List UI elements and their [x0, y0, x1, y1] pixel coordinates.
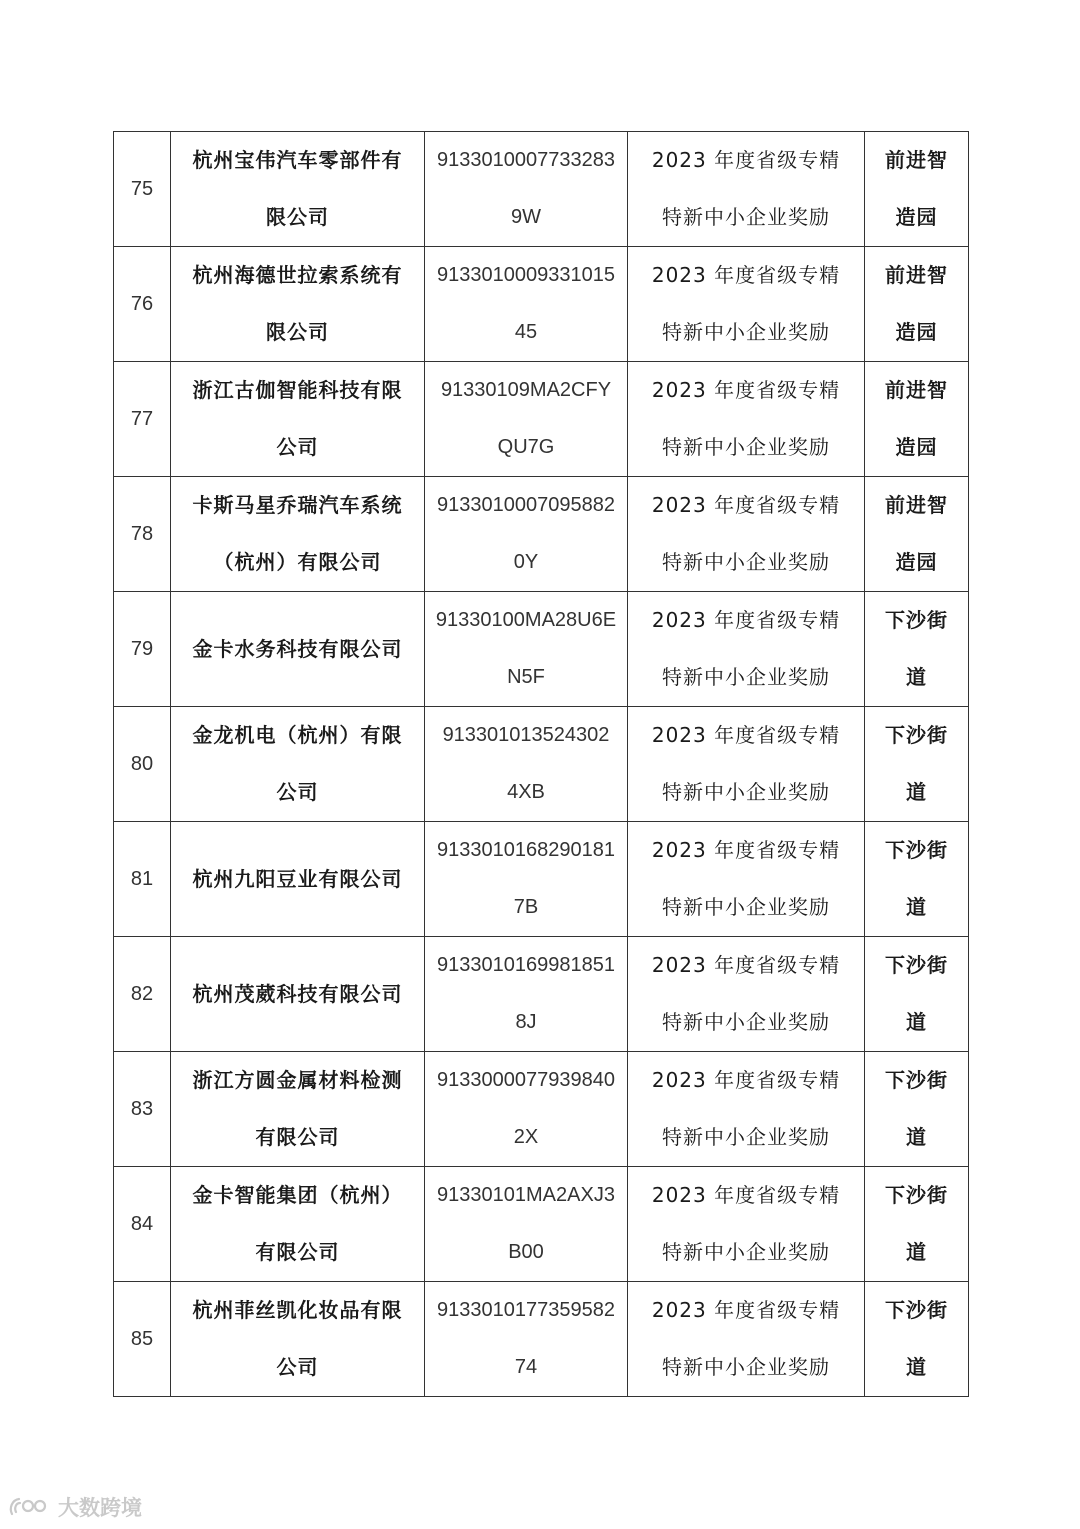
award-type: 2023 年度省级专精特新中小企业奖励 — [628, 362, 865, 477]
district: 下沙街道 — [865, 937, 969, 1052]
table-row — [114, 1167, 969, 1282]
row-number: 83 — [114, 1052, 171, 1167]
company-name: 浙江古伽智能科技有限公司 — [171, 362, 425, 477]
company-name: 杭州菲丝凯化妆品有限公司 — [171, 1282, 425, 1397]
row-number: 82 — [114, 937, 171, 1052]
table-row — [114, 132, 969, 247]
credit-code: 91330100MA28U6EN5F — [425, 592, 628, 707]
district: 下沙街道 — [865, 822, 969, 937]
award-type: 2023 年度省级专精特新中小企业奖励 — [628, 1282, 865, 1397]
company-name: 杭州海德世拉索系统有限公司 — [171, 247, 425, 362]
company-name: 金卡水务科技有限公司 — [171, 592, 425, 707]
row-number: 84 — [114, 1167, 171, 1282]
table-row — [114, 937, 969, 1052]
table-row — [114, 1052, 969, 1167]
credit-code: 91330101682901817B — [425, 822, 628, 937]
district: 下沙街道 — [865, 592, 969, 707]
table-body — [114, 132, 969, 1397]
credit-code: 91330101699818518J — [425, 937, 628, 1052]
award-list-table — [113, 131, 969, 1397]
company-name: 金卡智能集团（杭州）有限公司 — [171, 1167, 425, 1282]
table-row — [114, 822, 969, 937]
row-number: 76 — [114, 247, 171, 362]
district: 下沙街道 — [865, 707, 969, 822]
award-type: 2023 年度省级专精特新中小企业奖励 — [628, 822, 865, 937]
logo-icon — [8, 1494, 52, 1520]
table-row — [114, 707, 969, 822]
district: 前进智造园 — [865, 247, 969, 362]
credit-code: 913301000933101545 — [425, 247, 628, 362]
company-name: 浙江方圆金属材料检测有限公司 — [171, 1052, 425, 1167]
award-type: 2023 年度省级专精特新中小企业奖励 — [628, 477, 865, 592]
company-name: 杭州宝伟汽车零部件有限公司 — [171, 132, 425, 247]
award-type: 2023 年度省级专精特新中小企业奖励 — [628, 937, 865, 1052]
credit-code: 91330109MA2CFYQU7G — [425, 362, 628, 477]
row-number: 75 — [114, 132, 171, 247]
district: 前进智造园 — [865, 477, 969, 592]
row-number: 80 — [114, 707, 171, 822]
table-row — [114, 592, 969, 707]
award-type: 2023 年度省级专精特新中小企业奖励 — [628, 707, 865, 822]
row-number: 81 — [114, 822, 171, 937]
company-name: 金龙机电（杭州）有限公司 — [171, 707, 425, 822]
table-row — [114, 362, 969, 477]
award-type: 2023 年度省级专精特新中小企业奖励 — [628, 1167, 865, 1282]
table-row — [114, 477, 969, 592]
district: 下沙街道 — [865, 1282, 969, 1397]
row-number: 78 — [114, 477, 171, 592]
table-row — [114, 247, 969, 362]
row-number: 77 — [114, 362, 171, 477]
company-name: 杭州九阳豆业有限公司 — [171, 822, 425, 937]
credit-code: 91330000779398402X — [425, 1052, 628, 1167]
award-type: 2023 年度省级专精特新中小企业奖励 — [628, 132, 865, 247]
company-name: 卡斯马星乔瑞汽车系统（杭州）有限公司 — [171, 477, 425, 592]
district: 前进智造园 — [865, 132, 969, 247]
row-number: 79 — [114, 592, 171, 707]
company-name: 杭州茂葳科技有限公司 — [171, 937, 425, 1052]
credit-code: 91330100077332839W — [425, 132, 628, 247]
table-row — [114, 1282, 969, 1397]
credit-code: 91330100070958820Y — [425, 477, 628, 592]
award-type: 2023 年度省级专精特新中小企业奖励 — [628, 1052, 865, 1167]
watermark — [8, 1490, 142, 1524]
district: 下沙街道 — [865, 1052, 969, 1167]
award-type: 2023 年度省级专精特新中小企业奖励 — [628, 592, 865, 707]
credit-code: 91330101MA2AXJ3B00 — [425, 1167, 628, 1282]
district: 下沙街道 — [865, 1167, 969, 1282]
row-number: 85 — [114, 1282, 171, 1397]
award-type: 2023 年度省级专精特新中小企业奖励 — [628, 247, 865, 362]
watermark-text: 大数跨境 — [58, 1496, 142, 1520]
district: 前进智造园 — [865, 362, 969, 477]
credit-code: 913301017735958274 — [425, 1282, 628, 1397]
credit-code: 913301013524302 4XB — [425, 707, 628, 822]
